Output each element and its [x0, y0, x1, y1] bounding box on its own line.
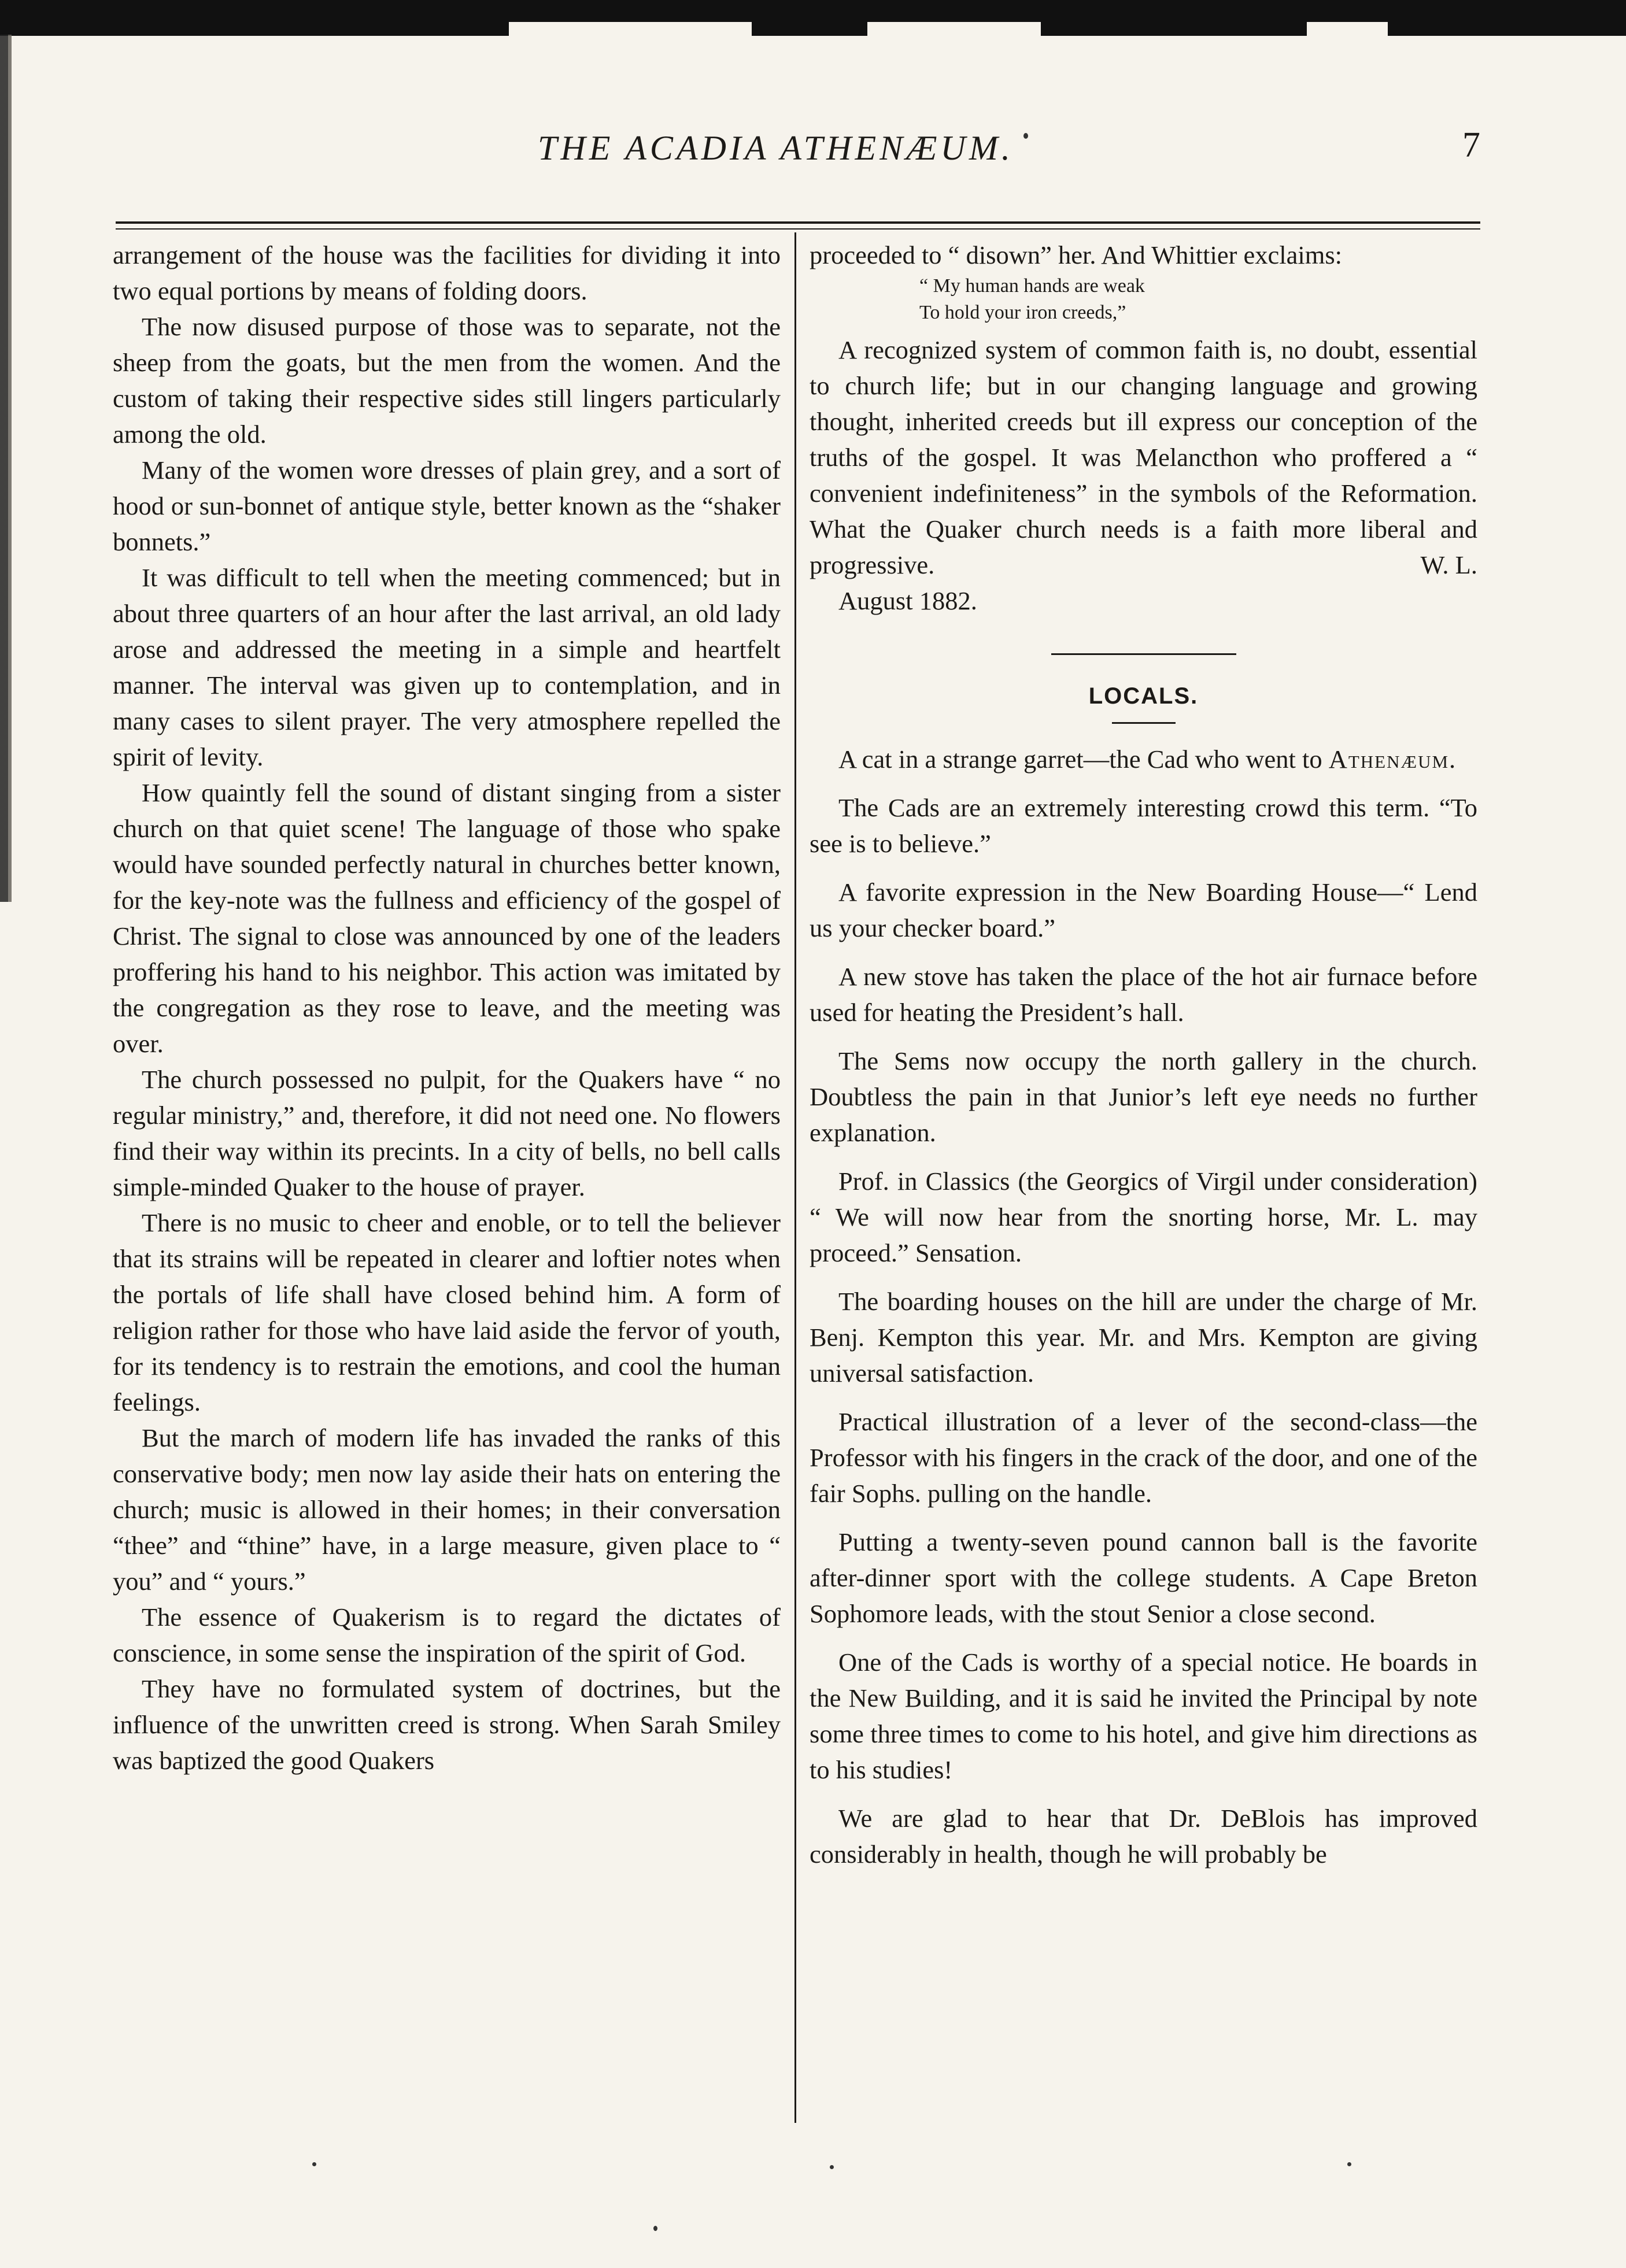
scan-speck — [312, 2162, 316, 2166]
quote-line: “ My human hands are weak — [919, 275, 1145, 297]
heading-underline — [1112, 722, 1176, 724]
header-rule-top — [116, 221, 1480, 224]
journal-title: THE ACADIA ATHENÆUM. — [538, 129, 1014, 167]
local-item: The Cads are an extremely interesting crowd this term. “To see is to believe.” — [810, 793, 1477, 858]
left-column — [113, 237, 781, 2099]
article-date: August 1882. — [838, 586, 977, 615]
continued-paragraph: proceeded to “ disown” her. And Whittier exclaims: — [810, 241, 1343, 269]
right-column — [810, 237, 1477, 2099]
section-divider — [1051, 653, 1236, 655]
local-item: One of the Cads is worthy of a special notice. He boards in the New Building, and it is said he invited the Principal by note some three times to come to his hotel, and give him directions as to his studies! — [810, 1648, 1477, 1784]
paragraph: arrangement of the house was the facilities for dividing it into two equal portions by means of folding doors. — [113, 241, 781, 305]
paragraph: There is no music to cheer and enoble, or to tell the believer that its strains will be repeated in clearer and loftier notes when the portals of life shall have closed behind him. A form of religion rather for those who have laid aside the fervor of youth, for its tendency is to restrain the emotions, and cool the human feelings. — [113, 1208, 781, 1416]
locals-heading: LOCALS. — [1088, 683, 1199, 709]
scan-speck — [830, 2165, 834, 2169]
column-divider — [794, 232, 796, 2123]
local-item: Putting a twenty-seven pound cannon ball is the favorite after-dinner sport with the college students. A Cape Breton Sophomore leads, with the stout Senior a close second. — [810, 1527, 1477, 1628]
paragraph: Many of the women wore dresses of plain grey, and a sort of hood or sun-bonnet of antique style, better known as the “shaker bonnets.” — [113, 456, 781, 556]
scan-speck — [1023, 133, 1028, 139]
page-header — [116, 121, 1480, 173]
paragraph: The essence of Quakerism is to regard the dictates of conscience, in some sense the inspiration of the spirit of God. — [113, 1603, 781, 1667]
header-rule-bottom — [116, 228, 1480, 230]
local-item: A new stove has taken the place of the hot air furnace before used for heating the President’s hall. — [810, 962, 1477, 1027]
paragraph: The now disused purpose of those was to separate, not the sheep from the goats, but the men from the women. And the custom of taking their respective sides still lingers particularly among the old. — [113, 312, 781, 449]
paragraph: They have no formulated system of doctrines, but the influence of the unwritten creed is strong. When Sarah Smiley was baptized the good Quakers — [113, 1674, 781, 1775]
page-number: 7 — [1462, 125, 1480, 165]
local-item: We are glad to hear that Dr. DeBlois has improved considerably in health, though he will probably be — [810, 1804, 1477, 1869]
local-item: Prof. in Classics (the Georgics of Virgil under consideration) “ We will now hear from the snorting horse, Mr. L. may proceed.” Sensation. — [810, 1167, 1477, 1267]
poem-quote — [810, 273, 1477, 326]
quote-line: To hold your iron creeds,” — [919, 302, 1126, 323]
scan-top-border — [0, 0, 1626, 36]
author-signature: W. L. — [1420, 550, 1477, 579]
local-item: Practical illustration of a lever of the second-class—the Professor with his fingers in the crack of the door, and one of the fair Sophs. pulling on the handle. — [810, 1407, 1477, 1508]
scan-speck — [1347, 2162, 1351, 2166]
paragraph-text: A recognized system of common faith is, no doubt, essential to church life; but in our changing language and growing thought, inherited creeds but ill express our conception of the truths of the gospel. It was Melancthon who proffered a “ convenient indefiniteness” in the symbols of the Reformation. What the Quaker church needs is a faith more liberal and progressive. — [810, 335, 1477, 579]
local-item: The boarding houses on the hill are under the charge of Mr. Benj. Kempton this year. Mr. and Mrs. Kempton are giving universal satisfaction. — [810, 1287, 1477, 1388]
local-item: A cat in a strange garret—the Cad who went to Athenæum. — [838, 745, 1457, 774]
local-item: A favorite expression in the New Boarding House—“ Lend us your checker board.” — [810, 878, 1477, 942]
paragraph: But the march of modern life has invaded the ranks of this conservative body; men now lay aside their hats on entering the church; music is allowed in their homes; in their conversation “thee” and “thine” have, in a large measure, given place to “ you” and “ yours.” — [113, 1423, 781, 1596]
local-item: The Sems now occupy the north gallery in the church. Doubtless the pain in that Junior’s left eye needs no further explanation. — [810, 1046, 1477, 1147]
paragraph: The church possessed no pulpit, for the Quakers have “ no regular ministry,” and, therefore, it did not need one. No flowers find their way within its precints. In a city of bells, no bell calls simple-minded Quaker to the house of prayer. — [113, 1065, 781, 1201]
paragraph: How quaintly fell the sound of distant singing from a sister church on that quiet scene! The language of those who spake would have sounded perfectly natural in churches better known, for the key-note was the fullness and efficiency of the gospel of Christ. The signal to close was announced by one of the leaders proffering his hand to his neighbor. This action was imitated by the congregation as they rose to leave, and the meeting was over. — [113, 778, 781, 1058]
journal-name-inline: Athenæum. — [1328, 745, 1457, 774]
scan-left-edge — [0, 35, 17, 902]
paragraph: It was difficult to tell when the meeting commenced; but in about three quarters of an hour after the last arrival, an old lady arose and addressed the meeting in a simple and heartfelt manner. The interval was given up to contemplation, and in many cases to silent prayer. The very atmosphere repelled the spirit of levity. — [113, 563, 781, 771]
scan-speck — [653, 2226, 657, 2231]
paragraph — [810, 332, 1477, 583]
